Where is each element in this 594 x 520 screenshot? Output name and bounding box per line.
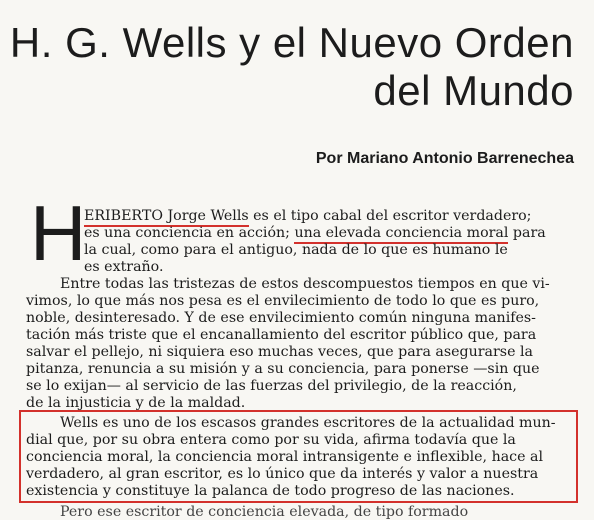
para3-line: dial que, por su obra entera como por su vida, afirma todavía que la — [26, 432, 516, 448]
para2-line: tación más triste que el encanallamiento del escritor público que, para — [26, 327, 537, 343]
para3-line: conciencia moral, la conciencia moral intransigente e inflexible, hace al — [26, 449, 544, 465]
underlined-phrase: una elevada conciencia moral — [294, 225, 508, 244]
para2-line: pitanza, renuncia a su misión y a su conciencia, para ponerse —sin que — [26, 361, 540, 377]
para1-line-2 — [84, 225, 546, 241]
underlined-name: ERIBERTO Jorge Wells — [84, 208, 249, 227]
para1-line-2-text-a: es una conciencia en acción — [84, 225, 286, 241]
para1-line-2-text-d: para — [508, 225, 546, 241]
author-byline: Por Mariano Antonio Barrenechea — [315, 150, 574, 167]
para2-line: se lo exijan— al servicio de las fuerzas del privilegio, de la reacción, — [26, 378, 517, 394]
para1-line-1-text: es el tipo cabal del escritor verdadero; — [248, 208, 532, 224]
para3-line: verdadero, al gran escritor, es lo único que da interés y valor a nuestra — [26, 466, 539, 482]
para1-line-4: es extraño. — [84, 259, 164, 275]
para1-line-2-text-b: ; — [285, 225, 295, 241]
para2-line: de la injusticia y de la maldad. — [26, 395, 246, 411]
para3-line: Wells es uno de los escasos grandes escritores de la actualidad mun- — [60, 415, 556, 431]
para1-line-1 — [84, 208, 531, 224]
para2-line: noble, desinteresado. Y de ese envilecimiento común ninguna manifes- — [26, 310, 536, 326]
cutoff-line: Pero ese escritor de conciencia elevada, de tipo formado — [60, 504, 469, 520]
para2-line: vimos, lo que más nos pesa es el envilecimiento de todo lo que es puro, — [26, 293, 540, 309]
para2-line: Entre todas las tristezas de estos descompuestos tiempos en que vi- — [60, 276, 550, 292]
drop-cap: H — [30, 189, 87, 277]
para1-line-3: la cual, como para el antiguo, nada de lo que es humano le — [84, 242, 508, 258]
article-title-line-1: H. G. Wells y el Nuevo Orden — [9, 19, 574, 66]
para2-line: salvar el pellejo, ni siquiera eso muchas veces, que para asegurarse la — [26, 344, 533, 360]
article-title-line-2: del Mundo — [373, 67, 574, 114]
para3-line: existencia y constituye la palanca de todo progreso de las naciones. — [26, 483, 515, 499]
